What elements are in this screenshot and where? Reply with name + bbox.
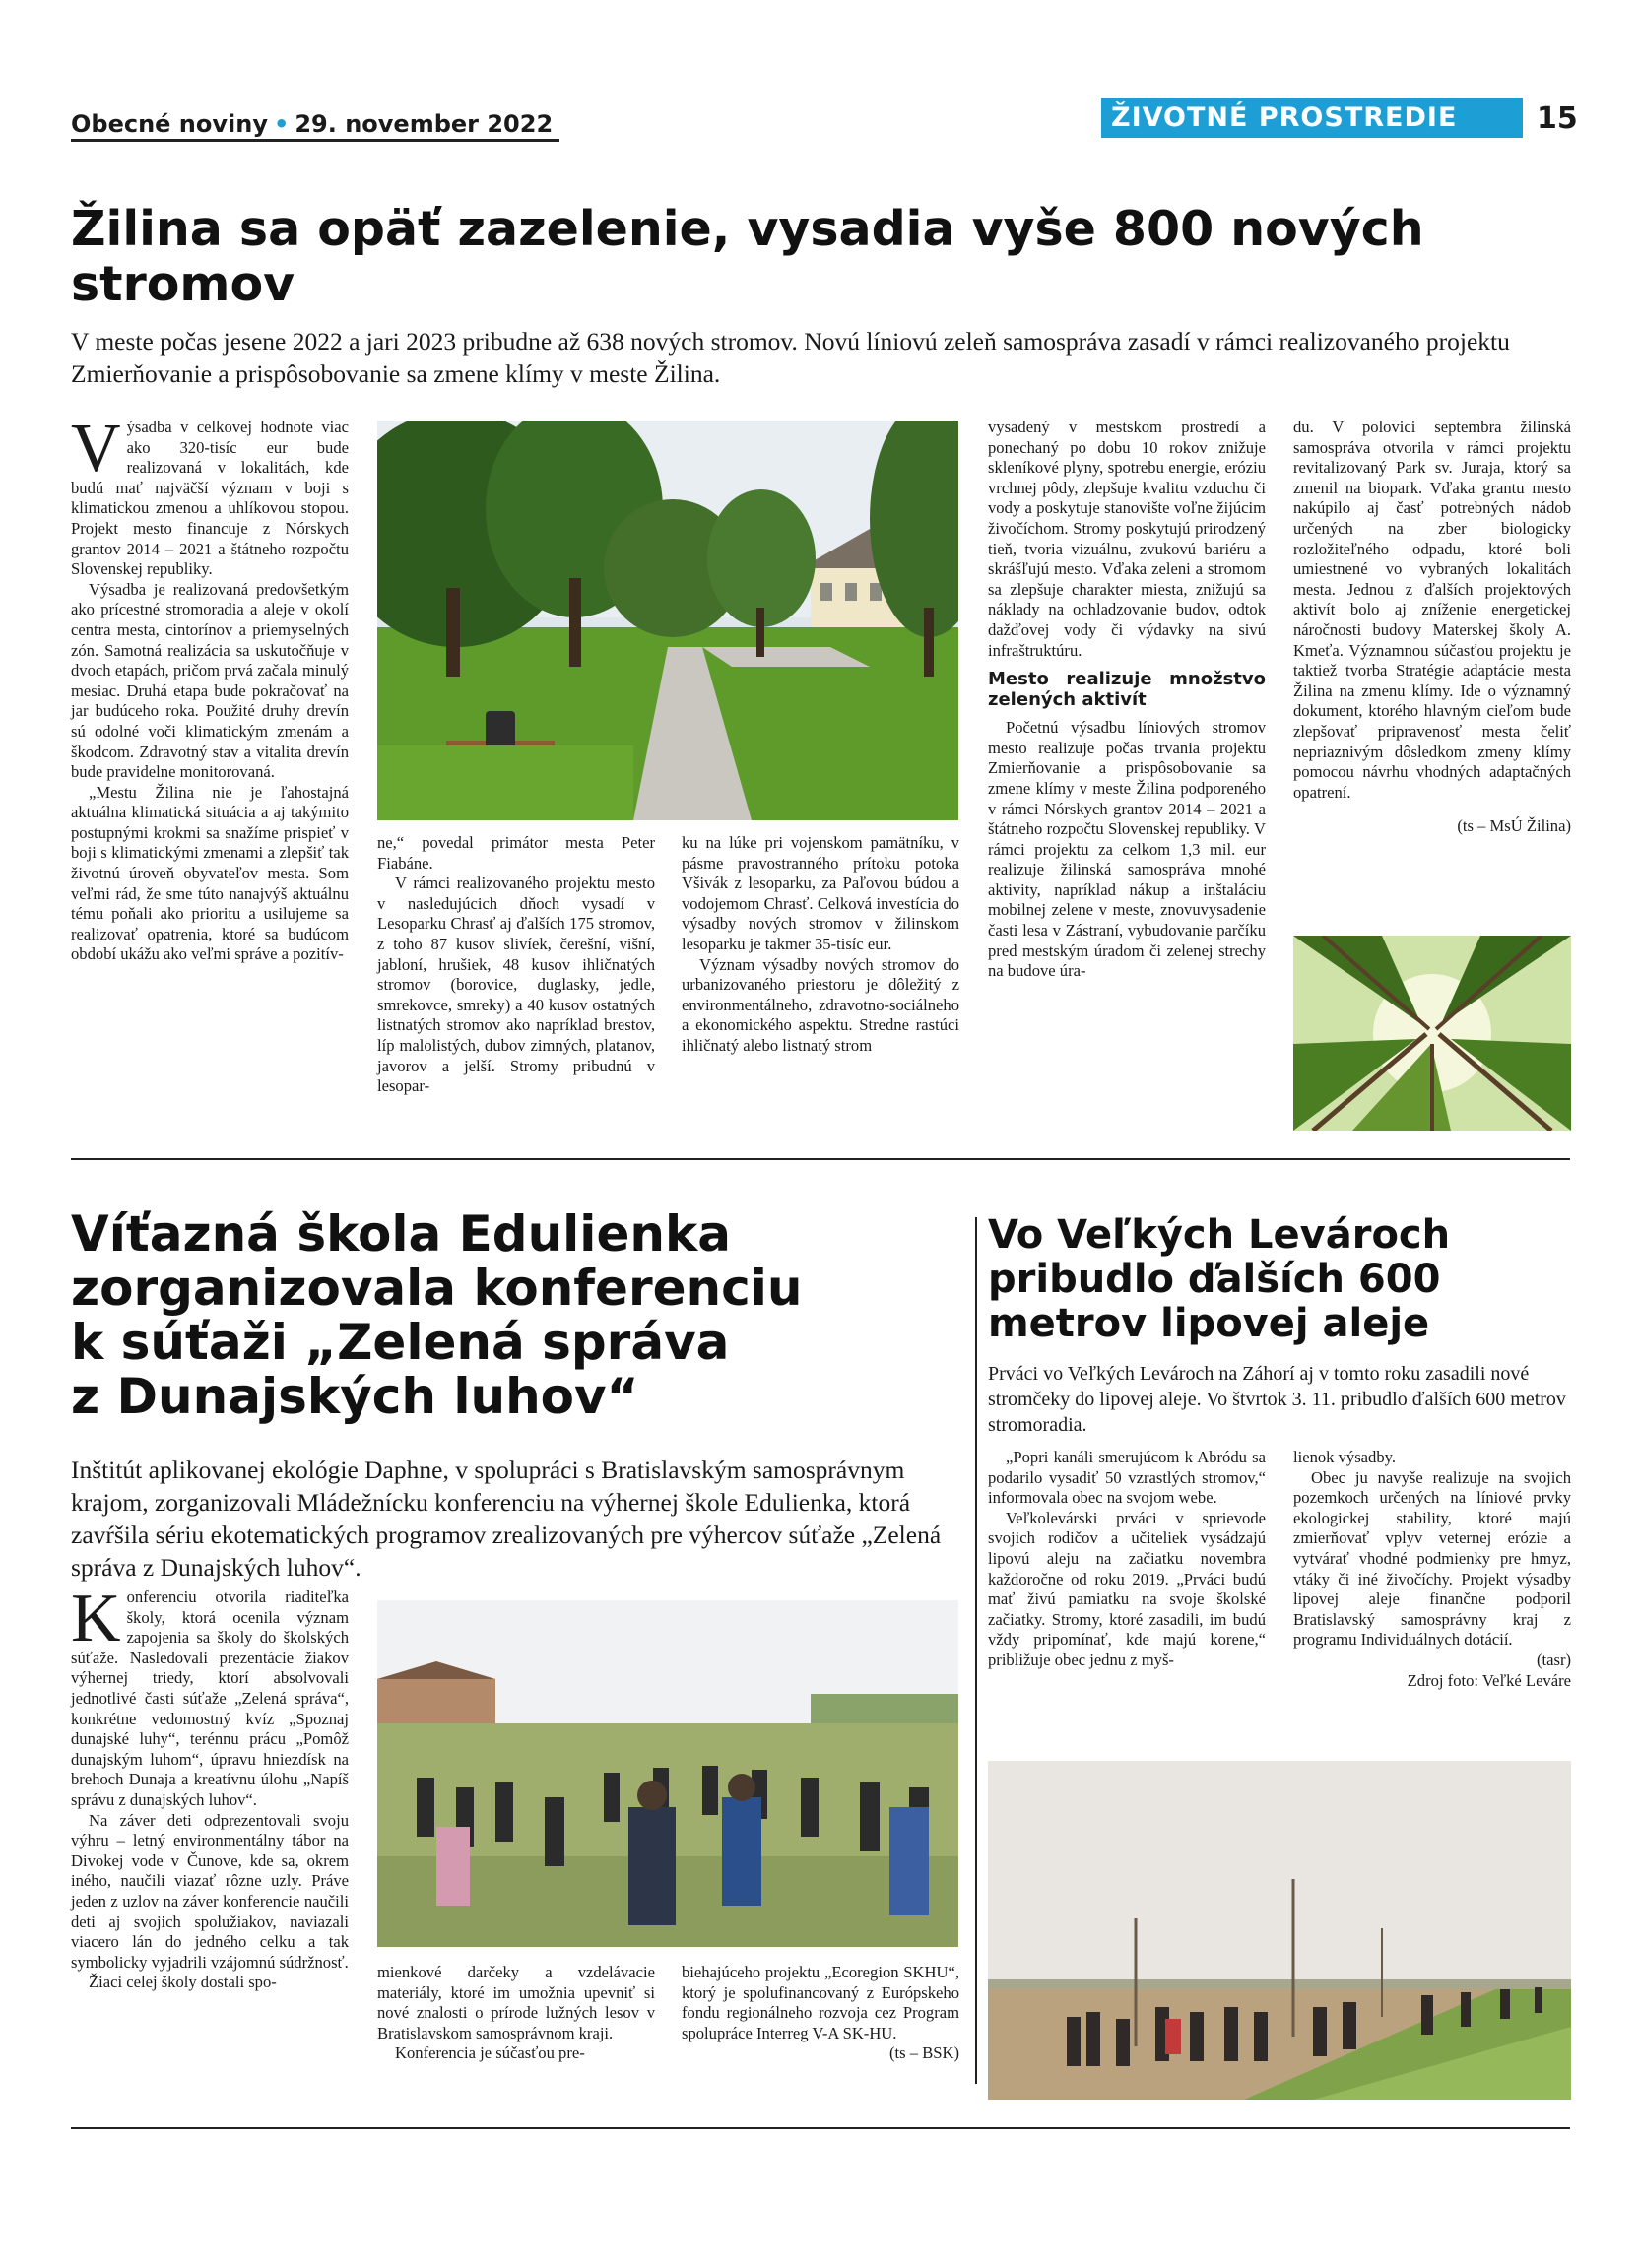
article1-col5: du. V polovici septembra žilinská samospráva otvorila v rámci projektu revitalizovaný Park sv. Juraja, ktorý sa zmenil na biopark. Vďaka grantu mesto nakúpilo aj časť potrebných nádob určených na zber biologicky rozložiteľného odpadu, ktoré boli umiestnené vo vybraných lokalitách mesta. Jednou z ďalších projektových aktivít bolo aj zníženie energetickej náročnosti budovy Materskej školy A. Kmeťa. Významnou súčasťou projektu je taktiež tvorba Stratégie adaptácie mesta Žilina na zmenu klímy. Ide o významný dokument, ktorého hlavným cieľom bude zlepšovať pripravenosť mesta čeliť nepriaznivým dôsledkom zmeny klímy pomocou návrhu vhodných adaptačných opatrení. (ts – MsÚ Žilina) xyxy=(1293,418,1571,836)
article1-col3: ku na lúke pri vojenskom pamätníku, v pásme pravostranného prítoku potoka Všivák z lesoparku, za Paľovou búdou a vodojemom Chrasť. Celková investícia do výsadby nových stromov v žilinskom lesoparku je takmer 35-tisíc eur. Význam výsadby nových stromov do urbanizovaného priestoru je dôležitý z environmentálneho, zdravotno-sociálneho a ekonomického aspektu. Stredne rastúci ihličnatý alebo listnatý strom xyxy=(682,833,959,1055)
article1-col1: Výsadba v celkovej hodnote viac ako 320-tisíc eur bude realizovaná v lokalitách, kde budú mať najväčší význam v boji s klimatickou zmenou a uhlíkovou stopou. Projekt mesto financuje z Nórskych grantov 2014 – 2021 a štátneho rozpočtu Slovenskej republiky. Výsadba je realizovaná predovšetkým ako prícestné stromoradia a aleje v okolí centra mesta, cintorínov a priemyselných zón. Samotná realizácia sa uskutočňuje v dvoch etapách, pričom prvá začala minulý mesiac. Druhá etapa bude pokračovať na jar budúceho roka. Použité druhy drevín sú odolné voči klimatickým zmenám a škodcom. Zdravotný stav a vitalita drevín bude pravidelne monitorovaná. „Mestu Žilina nie je ľahostajná aktuálna klimatická situácia a aj takýmito postupnými krokmi sa snažíme prispieť v boji s klimatickými zmenami a zlepšiť tak životnú úroveň obyvateľov mesta. Som veľmi rád, že sme túto nanajvýš aktuálnu tému poňali ako prioritu a usilujeme sa realizovať opatrenia, ktoré sa budúcom období ukážu ako veľmi správe a pozitív- xyxy=(71,411,349,964)
conference-photo xyxy=(377,1600,958,1947)
article1-headline: Žilina sa opäť zazelenie, vysadia vyše 800 nových stromov xyxy=(71,201,1424,312)
photo-credit: Zdroj foto: Veľké Leváre xyxy=(1407,1670,1571,1690)
article3-col1: „Popri kanáli smerujúcom k Abródu sa podarilo vysadiť 50 vzrastlých stromov,“ informovala obec na svojom webe. Veľkolevárski prváci v sprievode svojich rodičov a učiteliek vysádzajú lipovú aleju na začiatku novembra každoročne od roku 2019. „Prváci budú mať živú pamiatku na svoje školské začiatky. Stromy, ktoré zasadili, im budú vždy pripomínať, kde majú korene,“ približuje obec jednu z myš- xyxy=(988,1448,1266,1669)
column-divider xyxy=(975,1217,977,2084)
article3-col2: lienok výsadby. Obec ju navyše realizuje na svojich pozemkoch určených na líniové prvky ekologickej stability, ktoré majú zmierňovať vplyv veternej erózie a vytvárať vhodné podmienky pre hmyz, vtáky či iné živočíchy. Projekt výsadby lipovej aleje finančne podporil Bratislavský samosprávny kraj z programu Individuálnych dotácií. (tasr) Zdroj foto: Veľké Leváre xyxy=(1293,1448,1571,1690)
article1-lead: V meste počas jesene 2022 a jari 2023 pribudne až 638 nových stromov. Novú líniovú zeleň samospráva zasadí v rámci realizovaného projektu Zmierňovanie a prispôsobovanie sa zmene klímy v meste Žilina. xyxy=(71,327,1510,388)
dropcap: V xyxy=(71,411,121,486)
article2-credit: (ts – BSK) xyxy=(889,2043,959,2063)
tree-planting-photo xyxy=(988,1761,1571,2100)
issue-date: 29. november 2022 xyxy=(295,110,554,138)
separator-dot: • xyxy=(273,110,290,138)
article2-col2: mienkové darčeky a vzdelávacie materiály, ktoré im umožnia upevniť si nové znalosti o prírode lužných lesov v Bratislavskom samosprávnom kraji. Konferencia je súčasťou pre- xyxy=(377,1963,655,2063)
article2-lead: Inštitút aplikovanej ekológie Daphne, v spolupráci s Bratislavským samosprávnym krajom, zorganizovali Mládežnícku konferenciu na výhernej škole Edulienka, ktorá zavŕšila sériu ekotematických programov zrealizovaných pre výhercov súťaže „Zelená správa z Dunajských luhov“. xyxy=(71,1456,942,1582)
section-tag: ŽIVOTNÉ PROSTREDIE xyxy=(1101,98,1523,138)
header-rule xyxy=(71,139,559,142)
article2-headline: Víťazná škola Edulienka zorganizovala konferenciu k súťaži „Zelená správa z Dunajských luhov“ xyxy=(71,1205,803,1425)
article3-credit: (tasr) xyxy=(1536,1650,1571,1669)
forest-canopy-photo xyxy=(1293,936,1571,1131)
masthead xyxy=(71,110,553,138)
article2-col1: Konferenciu otvorila riaditeľka školy, ktorá ocenila význam zapojenia sa školy do školských súťaže. Nasledovali prezentácie žiakov výhernej triedy, ktorí absolvovali jednotlivé časti súťaže „Zelená správa“, konkrétne vedomostný kvíz „Spoznaj dunajské luhy“, terénnu prácu „Pomôž dunajským luhom“, úpravu hniezdísk na brehoch Dunaja a kreatívnu úlohu „Napíš správu z dunajských luhov“. Na záver deti odprezentovali svoju výhru – letný environmentálny tábor na Divokej vode v Čunove, kde sa, okrem iného, naučili viazať rôzne uzly. Práve jeden z uzlov na záver konferencie naučili deti aj svojich spolužiakov, naviazali viacero lán do jedného celku a tak symbolicky vyjadrili vzájomnú súdržnosť. Žiaci celej školy dostali spo- xyxy=(71,1581,349,1992)
article2-col3: biehajúceho projektu „Ecoregion SKHU“, ktorý je spolufinancovaný z Európskeho fondu regionálneho rozvoja cez Program spolupráce Interreg V-A SK-HU. (ts – BSK) xyxy=(682,1963,959,2063)
dropcap: K xyxy=(71,1581,121,1656)
article3-headline: Vo Veľkých Levároch pribudlo ďalších 600 metrov lipovej aleje xyxy=(988,1212,1451,1346)
article-divider xyxy=(71,1158,1570,1160)
footer-rule xyxy=(71,2127,1570,2129)
article1-col4: vysadený v mestskom prostredí a ponechaný po dobu 10 rokov znižuje skleníkové plyny, spotrebu energie, eróziu vrchnej pôdy, zlepšuje kvalitu vzduchu či vody a poskytuje stanovište voľne žijúcim živočíchom. Stromy poskytujú prirodzený tieň, tvoria vizuálnu, zvukovú bariéru a skrášľujú mesto. Vďaka zeleni a stromom sa zlepšuje charakter miesta, znižujú sa náklady na ochladzovanie budov, odtok dažďovej vody či výdavky na sivú infraštruktúru. Mesto realizuje množstvo zelených aktivít Početnú výsadbu líniových stromov mesto realizuje počas trvania projektu Zmierňovanie a prispôsobovanie sa zmene klímy v meste Žilina podporeného v rámci Nórskych grantov 2014 – 2021 a štátneho rozpočtu Slovenskej republiky. V rámci projektu za celkom 1,3 mil. eur realizuje žilinská samospráva mnohé aktivity, napríklad nákup a inštaláciu mobilnej zelene v meste, znovuvysadenie časti lesa v Zástraní, vybudovanie parčíku pred mestským úradom či zelenej strechy na budove úra- xyxy=(988,418,1266,981)
park-photo xyxy=(377,421,958,820)
article3-lead: Prváci vo Veľkých Levároch na Záhorí aj v tomto roku zasadili nové stromčeky do lipovej aleje. Vo štvrtok 3. 11. pribudlo ďalších 600 metrov stromoradia. xyxy=(988,1363,1566,1436)
article1-credit: (ts – MsÚ Žilina) xyxy=(1457,816,1571,836)
page-number: 15 xyxy=(1537,101,1578,136)
subheading: Mesto realizuje množstvo zelených aktivít xyxy=(988,669,1266,711)
paper-name: Obecné noviny xyxy=(71,110,268,138)
article1-col2: ne,“ povedal primátor mesta Peter Fiabáne. V rámci realizovaného projektu mesto v nasledujúcich dňoch vysadí v Lesoparku Chrasť aj ďalších 175 stromov, z toho 87 kusov slivíek, čerešní, višní, jabloní, hrušiek, 48 kusov ihličnatých stromov (borovice, duglasky, jedle, smrekovce, smreky) a 40 kusov ostatných listnatých stromov ako napríklad brestov, líp malolistých, dubov zimných, platanov, javorov a jelší. Stromy pribudnú v lesopar- xyxy=(377,833,655,1096)
